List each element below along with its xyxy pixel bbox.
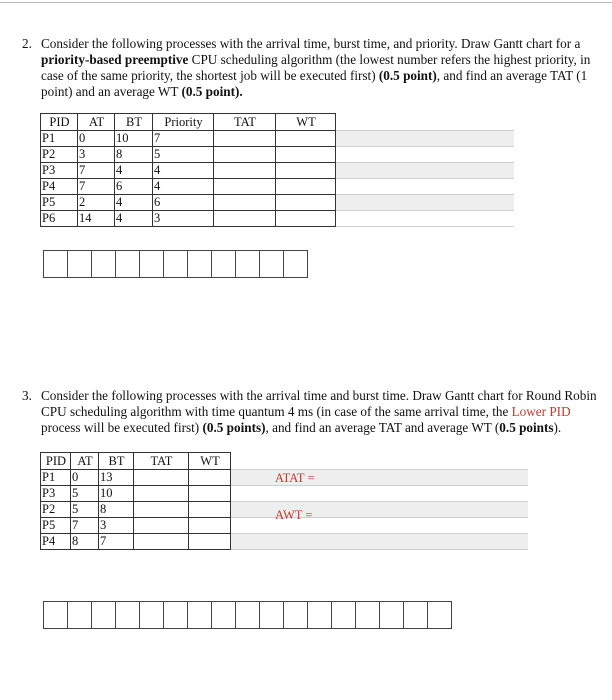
- gantt-cell[interactable]: [139, 601, 164, 629]
- at-cell: 7: [78, 179, 115, 195]
- question-3: [22, 388, 607, 436]
- question-2: [22, 36, 607, 100]
- pid-cell: P5: [41, 518, 71, 534]
- bt-cell: 7: [99, 534, 134, 550]
- q2-line-1: Consider the following processes with the arrival time, burst time, and priority. Draw Gantt chart for a: [41, 36, 581, 51]
- wt-cell[interactable]: [276, 163, 336, 179]
- q3-header-wt: WT: [189, 453, 231, 470]
- extra-cell: [231, 534, 528, 550]
- bt-cell: 6: [115, 179, 153, 195]
- pid-cell: P2: [41, 147, 78, 163]
- priority-cell: 3: [153, 211, 214, 227]
- bt-cell: 4: [115, 195, 153, 211]
- gantt-cell[interactable]: [211, 250, 236, 278]
- gantt-cell[interactable]: [43, 250, 68, 278]
- at-cell: 14: [78, 211, 115, 227]
- gantt-cell[interactable]: [187, 250, 212, 278]
- priority-cell: 5: [153, 147, 214, 163]
- tat-cell[interactable]: [214, 195, 276, 211]
- gantt-cell[interactable]: [91, 601, 116, 629]
- gantt-cell[interactable]: [139, 250, 164, 278]
- at-cell: 7: [78, 163, 115, 179]
- gantt-cell[interactable]: [259, 250, 284, 278]
- gantt-cell[interactable]: [67, 601, 92, 629]
- wt-cell[interactable]: [276, 179, 336, 195]
- pid-cell: P6: [41, 211, 78, 227]
- gantt-cell[interactable]: [403, 601, 428, 629]
- at-cell: 2: [78, 195, 115, 211]
- q2-line-4: point) and an average WT (0.5 point).: [41, 84, 243, 99]
- priority-cell: 7: [153, 131, 214, 147]
- q2-process-table: [40, 113, 514, 227]
- q3-line-3: process will be executed first) (0.5 points), and find an average TAT and average WT (0.5 points).: [41, 420, 562, 435]
- wt-cell[interactable]: [189, 470, 231, 486]
- q3-header-extra: [231, 453, 528, 470]
- bt-cell: 8: [99, 502, 134, 518]
- tat-cell[interactable]: [214, 147, 276, 163]
- priority-cell: 6: [153, 195, 214, 211]
- question-3-text: [41, 388, 607, 436]
- question-3-number: 3.: [22, 388, 32, 403]
- q3-line-2: CPU scheduling algorithm with time quantum 4 ms (in case of the same arrival time, the Lower PID: [41, 404, 571, 419]
- wt-cell[interactable]: [276, 211, 336, 227]
- q3-header-at: AT: [71, 453, 99, 470]
- table-row: [41, 179, 514, 195]
- question-2-text: [41, 36, 607, 100]
- bt-cell: 3: [99, 518, 134, 534]
- gantt-cell[interactable]: [283, 250, 308, 278]
- gantt-cell[interactable]: [235, 250, 260, 278]
- bt-cell: 8: [115, 147, 153, 163]
- extra-cell: [336, 195, 514, 211]
- wt-cell[interactable]: [189, 502, 231, 518]
- gantt-cell[interactable]: [187, 601, 212, 629]
- table-row: [41, 163, 514, 179]
- at-cell: 5: [71, 486, 99, 502]
- wt-cell[interactable]: [189, 486, 231, 502]
- gantt-cell[interactable]: [307, 601, 332, 629]
- at-cell: 0: [71, 470, 99, 486]
- pid-cell: P4: [41, 179, 78, 195]
- gantt-cell[interactable]: [67, 250, 92, 278]
- q3-header-tat: TAT: [134, 453, 189, 470]
- pid-cell: P2: [41, 502, 71, 518]
- extra-cell: [336, 131, 514, 147]
- tat-cell[interactable]: [214, 179, 276, 195]
- gantt-cell[interactable]: [379, 601, 404, 629]
- pid-cell: P3: [41, 486, 71, 502]
- gantt-cell[interactable]: [163, 250, 188, 278]
- bt-cell: 10: [99, 486, 134, 502]
- tat-cell[interactable]: [214, 211, 276, 227]
- gantt-cell[interactable]: [91, 250, 116, 278]
- bt-cell: 10: [115, 131, 153, 147]
- pid-cell: P1: [41, 470, 71, 486]
- question-2-number: 2.: [22, 36, 32, 51]
- top-rule: [0, 2, 612, 3]
- q2-line-2: priority-based preemptive CPU scheduling algorithm (the lowest number refers the highest priority, in: [41, 52, 591, 67]
- q3-gantt-chart: [43, 601, 451, 629]
- gantt-cell[interactable]: [115, 250, 140, 278]
- gantt-cell[interactable]: [355, 601, 380, 629]
- wt-cell[interactable]: [276, 195, 336, 211]
- at-cell: 5: [71, 502, 99, 518]
- table-row: [41, 147, 514, 163]
- awt-label: AWT =: [275, 508, 313, 522]
- q2-header-extra: [336, 114, 514, 131]
- q2-line-3: case of the same priority, the shortest job will be executed first) (0.5 point), and find an average TAT (1: [41, 68, 588, 83]
- priority-cell: 4: [153, 163, 214, 179]
- extra-cell: [336, 179, 514, 195]
- tat-cell[interactable]: [134, 518, 189, 534]
- bt-cell: 13: [99, 470, 134, 486]
- priority-cell: 4: [153, 179, 214, 195]
- tat-cell[interactable]: [214, 163, 276, 179]
- tat-cell[interactable]: [134, 534, 189, 550]
- q3-process-table: [40, 452, 528, 550]
- extra-cell: [336, 211, 514, 227]
- q2-header-priority: Priority: [153, 114, 214, 131]
- extra-cell: [336, 147, 514, 163]
- gantt-cell[interactable]: [331, 601, 356, 629]
- gantt-cell[interactable]: [283, 601, 308, 629]
- gantt-cell[interactable]: [115, 601, 140, 629]
- table-row: [41, 195, 514, 211]
- table-row: [41, 534, 528, 550]
- at-cell: 3: [78, 147, 115, 163]
- table-row: [41, 486, 528, 502]
- wt-cell[interactable]: [276, 147, 336, 163]
- wt-cell[interactable]: [189, 518, 231, 534]
- tat-cell[interactable]: [134, 486, 189, 502]
- q3-header-pid: PID: [41, 453, 71, 470]
- bt-cell: 4: [115, 211, 153, 227]
- q2-header-wt: WT: [276, 114, 336, 131]
- wt-cell[interactable]: [189, 534, 231, 550]
- q2-header-tat: TAT: [214, 114, 276, 131]
- extra-cell: [231, 486, 528, 502]
- q3-line-1: Consider the following processes with the arrival time and burst time. Draw Gantt chart for Round Robin: [41, 388, 597, 403]
- tat-cell[interactable]: [134, 502, 189, 518]
- gantt-cell[interactable]: [427, 601, 452, 629]
- at-cell: 8: [71, 534, 99, 550]
- table-row: [41, 131, 514, 147]
- wt-cell[interactable]: [276, 131, 336, 147]
- pid-cell: P1: [41, 131, 78, 147]
- gantt-cell[interactable]: [43, 601, 68, 629]
- q3-header-bt: BT: [99, 453, 134, 470]
- gantt-cell[interactable]: [235, 601, 260, 629]
- extra-cell: [336, 163, 514, 179]
- pid-cell: P5: [41, 195, 78, 211]
- bt-cell: 4: [115, 163, 153, 179]
- atat-label: ATAT =: [275, 471, 315, 485]
- q2-header-at: AT: [78, 114, 115, 131]
- at-cell: 0: [78, 131, 115, 147]
- pid-cell: P3: [41, 163, 78, 179]
- tat-cell[interactable]: [134, 470, 189, 486]
- q2-header-bt: BT: [115, 114, 153, 131]
- q2-header-pid: PID: [41, 114, 78, 131]
- tat-cell[interactable]: [214, 131, 276, 147]
- gantt-cell[interactable]: [259, 601, 284, 629]
- at-cell: 7: [71, 518, 99, 534]
- pid-cell: P4: [41, 534, 71, 550]
- q2-gantt-chart: [43, 250, 307, 278]
- table-row: [41, 211, 514, 227]
- gantt-cell[interactable]: [163, 601, 188, 629]
- gantt-cell[interactable]: [211, 601, 236, 629]
